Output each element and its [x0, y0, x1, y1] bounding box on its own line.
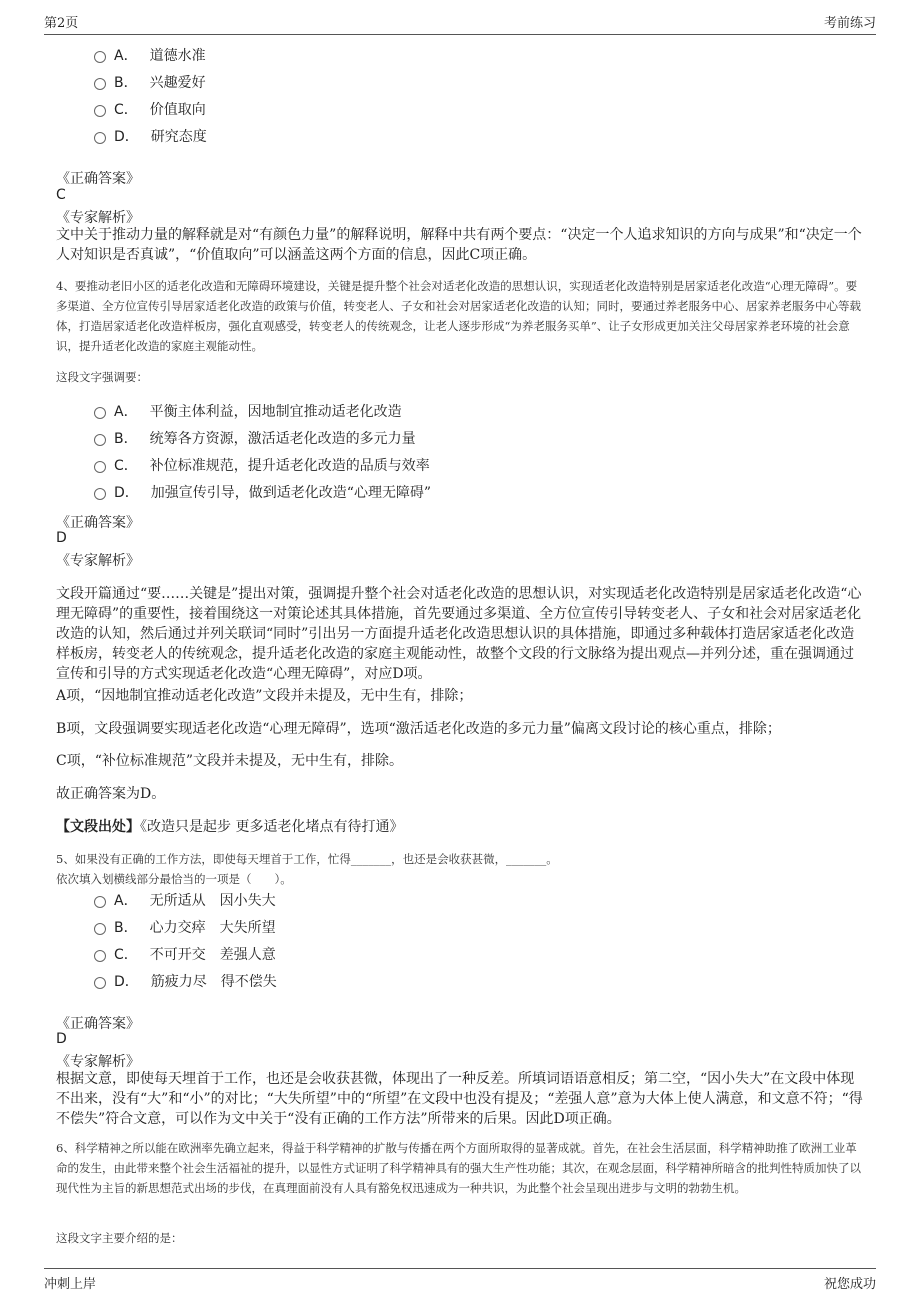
q3-option-b[interactable]: B． 兴趣爱好 [94, 72, 206, 92]
header-title: 考前练习 [823, 16, 876, 31]
radio-icon[interactable] [94, 896, 106, 908]
radio-icon[interactable] [94, 51, 106, 63]
radio-icon[interactable] [94, 461, 106, 473]
q4-option-a[interactable]: A． 平衡主体利益，因地制宜推动适老化改造 [94, 401, 402, 421]
q3-answer: C [56, 187, 66, 203]
page-number: 第2页 [44, 16, 79, 31]
radio-icon[interactable] [94, 434, 106, 446]
q3-analysis: 文中关于推动力量的解释就是对“有颜色力量”的解释说明，解释中共有两个要点：“决定一个人追求知识的方向与成果”和“决定一个人对知识是否真诚”，“价值取向”可以涵盖这两个方面的信息，因此C项正确。 [56, 227, 862, 263]
footer-right: 祝您成功 [823, 1277, 876, 1292]
q4-conclusion: 故正确答案为D。 [56, 786, 166, 802]
q5-analysis: 根据文意，即使每天埋首于工作，也还是会收获甚微，体现出了一种反差。所填词语语意相反；第二空，“因小失大”在文段中体现不出来，没有“大”和“小”的对比；“大失所望”中的“所望”在文段中也没有提及；“差强人意”意为大体上使人满意，和文意不符；“得不偿失”符合文意，可以作为文中关于“没有正确的工作方法”所带来的后果。因此D项正确。 [56, 1071, 863, 1127]
radio-icon[interactable] [94, 78, 106, 90]
page-footer [44, 1268, 876, 1292]
q3-option-a[interactable]: A． 道德水准 [94, 45, 206, 65]
radio-icon[interactable] [94, 105, 106, 117]
q5-analysis-label: 《专家解析》 [56, 1054, 140, 1070]
radio-icon[interactable] [94, 977, 106, 989]
q5-option-a[interactable]: A． 无所适从 因小失大 [94, 890, 276, 910]
q4-answer-label: 《正确答案》 [56, 515, 140, 531]
q4-analysis: 文段开篇通过“要……关键是”提出对策，强调提升整个社会对适老化改造的思想认识，对实现适老化改造特别是居家适老化改造“心理无障碍”的重要性，接着围绕这一对策论述其具体措施，首先要通过多渠道、全方位宣传引导转变老人、子女和社会对居家适老化改造的认知，然后通过并列关联词“同时”引出另一方面提升适老化改造思想认识的具体措施，即通过多种载体打造居家适老化改造样板房，转变老人的传统观念，提升适老化改造的家庭主观能动性，故整个文段的行文脉络为提出观点—并列分述，重在强调通过宣传和引导的方式实现适老化改造“心理无障碍”，对应D项。 [56, 586, 862, 682]
q3-option-c[interactable]: C． 价值取向 [94, 99, 206, 119]
radio-icon[interactable] [94, 407, 106, 419]
q3-option-d[interactable]: D． 研究态度 [94, 126, 207, 146]
q4-analysis-label: 《专家解析》 [56, 553, 140, 569]
q4-note-b: B项，文段强调要实现适老化改造“心理无障碍”，选项“激活适老化改造的多元力量”偏离文段讨论的核心重点，排除； [56, 721, 781, 737]
q4-source [56, 817, 864, 837]
footer-left: 冲刺上岸 [44, 1277, 97, 1292]
q5-answer: D [56, 1031, 67, 1047]
radio-icon[interactable] [94, 488, 106, 500]
q5-question: 依次填入划横线部分最恰当的一项是（ ）。 [56, 872, 292, 886]
radio-icon[interactable] [94, 132, 106, 144]
q6-question: 这段文字主要介绍的是： [56, 1231, 183, 1245]
q5-stem: 5、如果没有正确的工作方法，即使每天埋首于工作，忙得_______，也还是会收获甚微，_______。 [56, 852, 558, 866]
q4-note-a: A项，“因地制宜推动适老化改造”文段并未提及，无中生有，排除； [56, 688, 473, 704]
q4-option-c[interactable]: C． 补位标准规范，提升适老化改造的品质与效率 [94, 455, 430, 475]
q5-answer-label: 《正确答案》 [56, 1016, 140, 1032]
q3-answer-label: 《正确答案》 [56, 171, 140, 187]
q4-option-b[interactable]: B． 统筹各方资源，激活适老化改造的多元力量 [94, 428, 416, 448]
page-header [44, 12, 876, 35]
q6-stem: 6、科学精神之所以能在欧洲率先确立起来，得益于科学精神的扩散与传播在两个方面所取得的显著成就。首先，在社会生活层面，科学精神助推了欧洲工业革命的发生，由此带来整个社会生活福祉的提升，以显性方式证明了科学精神具有的强大生产性功能；其次，在观念层面，科学精神所暗含的批判性特质加快了以现代性为主旨的新思想范式出场的步伐，在真理面前没有人具有豁免权迅速成为一种共识，为此整个社会呈现出进步与文明的勃勃生机。 [56, 1141, 861, 1195]
q5-option-c[interactable]: C． 不可开交 差强人意 [94, 944, 276, 964]
q4-question: 这段文字强调要： [56, 370, 148, 384]
q4-option-d[interactable]: D． 加强宣传引导，做到适老化改造“心理无障碍” [94, 482, 431, 502]
radio-icon[interactable] [94, 950, 106, 962]
q3-analysis-label: 《专家解析》 [56, 210, 140, 226]
source-label: 【文段出处】 [56, 819, 140, 835]
q4-answer: D [56, 530, 67, 546]
radio-icon[interactable] [94, 923, 106, 935]
q5-option-d[interactable]: D． 筋疲力尽 得不偿失 [94, 971, 277, 991]
source-title: 《改造只是起步 更多适老化堵点有待打通》 [140, 819, 404, 835]
q5-option-b[interactable]: B． 心力交瘁 大失所望 [94, 917, 276, 937]
q4-stem: 4、要推动老旧小区的适老化改造和无障碍环境建设，关键是提升整个社会对适老化改造的思想认识，实现适老化改造特别是居家适老化改造“心理无障碍”。要多渠道、全方位宣传引导居家适老化改造的政策与价值，转变老人、子女和社会对居家适老化改造的认知；同时，要通过养老服务中心、居家养老服务中心等载体，打造居家适老化改造样板房，强化直观感受，转变老人的传统观念，让老人逐步形成“为养老服务买单”、让子女形成更加关注父母居家养老环境的社会意识，提升适老化改造的家庭主观能动性。 [56, 279, 861, 353]
q4-note-c: C项，“补位标准规范”文段并未提及，无中生有，排除。 [56, 753, 404, 769]
